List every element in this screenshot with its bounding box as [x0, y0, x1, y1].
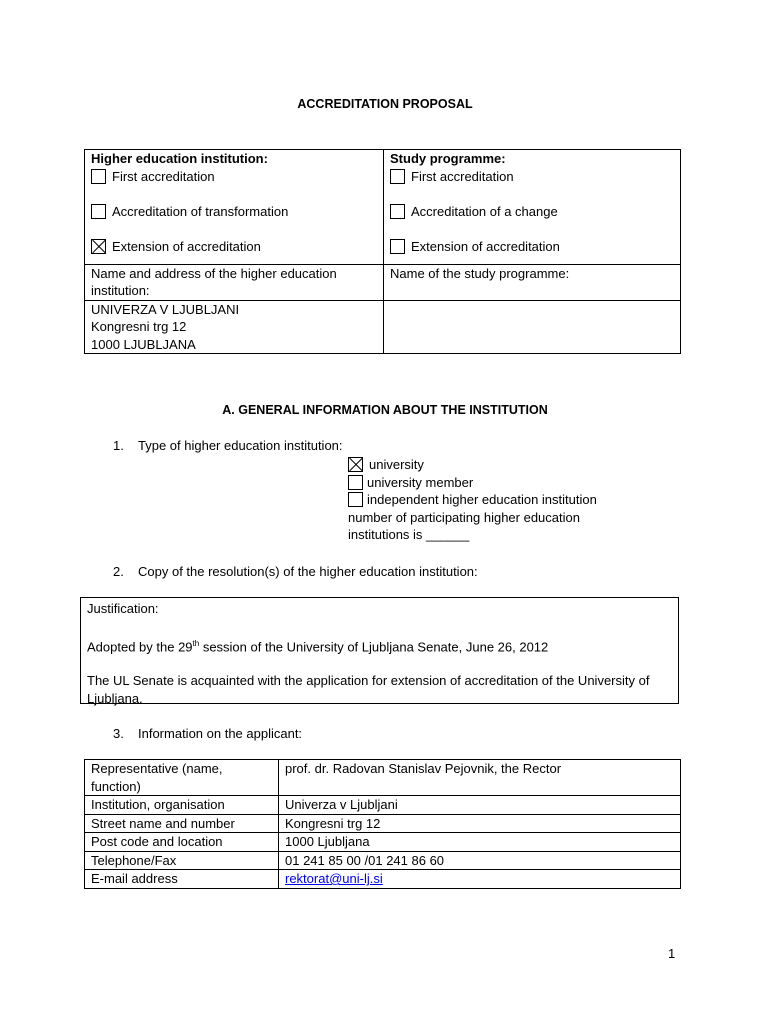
hei-option-first[interactable] [91, 168, 377, 186]
hei-first-accreditation-checkbox[interactable] [91, 169, 106, 184]
applicant-value: Univerza v Ljubljani [279, 796, 681, 815]
table-row [85, 814, 681, 833]
hei-option-transformation[interactable] [91, 203, 377, 221]
table-row [85, 796, 681, 815]
address-line: 1000 LJUBLJANA [91, 336, 196, 352]
email-link[interactable]: rektorat@uni-lj.si [285, 871, 383, 886]
applicant-label: E-mail address [85, 870, 279, 889]
section-a-heading: A. GENERAL INFORMATION ABOUT THE INSTITUTION [222, 403, 548, 417]
sp-option-label: Accreditation of a change [411, 203, 558, 219]
page-number: 1 [668, 946, 676, 961]
applicant-label: Post code and location [85, 833, 279, 852]
address-line: UNIVERZA V LJUBLJANI [91, 301, 240, 317]
hei-option-label: First accreditation [112, 168, 215, 184]
hei-transformation-checkbox[interactable] [91, 204, 106, 219]
question-1 [113, 438, 343, 453]
accreditation-type-table [84, 149, 681, 354]
applicant-value [279, 870, 681, 889]
hei-column [85, 150, 384, 265]
applicant-label: Institution, organisation [85, 796, 279, 815]
independent-hei-checkbox[interactable] [348, 492, 363, 507]
university-member-checkbox[interactable] [348, 475, 363, 490]
applicant-label: Street name and number [85, 814, 279, 833]
university-checkbox-checked[interactable] [348, 457, 363, 472]
question-number: 3. [113, 726, 124, 741]
ordinal-suffix: th [192, 638, 200, 648]
adopted-text: Adopted by the 29 [87, 638, 193, 654]
hei-option-label: Extension of accreditation [112, 238, 261, 254]
adopted-statement [87, 635, 672, 656]
hei-option-label: Accreditation of transformation [112, 203, 289, 219]
hei-option-extension[interactable] [91, 238, 377, 256]
question-text: Copy of the resolution(s) of the higher education institution: [138, 564, 478, 579]
sp-change-checkbox[interactable] [390, 204, 405, 219]
applicant-label: Telephone/Fax [85, 851, 279, 870]
hei-extension-checkbox-checked[interactable] [91, 239, 106, 254]
question-text: Information on the applicant: [138, 726, 303, 741]
type-option-independent[interactable] [348, 491, 648, 509]
justification-box [80, 597, 679, 704]
sp-first-accreditation-checkbox[interactable] [390, 169, 405, 184]
sp-option-first[interactable] [390, 168, 674, 186]
adopted-text-rest: session of the University of Ljubljana Senate, June 26, 2012 [199, 638, 549, 654]
hei-address-cell [85, 300, 384, 354]
sp-option-label: First accreditation [411, 168, 514, 184]
applicant-value: Kongresni trg 12 [279, 814, 681, 833]
participating-count-field[interactable]: institutions is ______ [348, 527, 470, 542]
question-number: 1. [113, 438, 124, 453]
hei-name-label: Name and address of the higher education institution: [85, 264, 384, 300]
table-row [85, 833, 681, 852]
table-row [85, 870, 681, 889]
participating-count-line: number of participating higher education [348, 509, 580, 525]
type-option-label: university member [367, 474, 474, 490]
address-line: Kongresni trg 12 [91, 319, 187, 334]
applicant-label: Representative (name, function) [85, 760, 279, 796]
type-option-university[interactable] [348, 456, 648, 474]
question-number: 2. [113, 564, 124, 579]
applicant-value: 1000 Ljubljana [279, 833, 681, 852]
sp-extension-checkbox[interactable] [390, 239, 405, 254]
question-3 [113, 726, 302, 741]
sp-option-change[interactable] [390, 203, 674, 221]
senate-statement: The UL Senate is acquainted with the application for extension of accreditation of the University of Ljubljana. [87, 673, 650, 706]
applicant-value: prof. dr. Radovan Stanislav Pejovnik, the Rector [279, 760, 681, 796]
type-option-label: university [369, 457, 424, 472]
table-row [85, 851, 681, 870]
institution-type-options [348, 456, 648, 544]
sp-option-extension[interactable] [390, 238, 674, 256]
type-option-label: independent higher education institution [367, 492, 597, 507]
type-option-university-member[interactable] [348, 474, 648, 492]
question-text: Type of higher education institution: [138, 438, 343, 453]
hei-header: Higher education institution: [91, 151, 268, 166]
question-2 [113, 564, 478, 579]
applicant-table [84, 759, 681, 889]
justification-label: Justification: [87, 601, 159, 616]
document-title: ACCREDITATION PROPOSAL [297, 97, 473, 111]
sp-header: Study programme: [390, 151, 506, 166]
table-row [85, 760, 681, 796]
sp-column [384, 150, 681, 265]
sp-name-label: Name of the study programme: [384, 264, 681, 300]
applicant-value: 01 241 85 00 /01 241 86 60 [279, 851, 681, 870]
sp-name-value[interactable] [384, 300, 681, 354]
sp-option-label: Extension of accreditation [411, 238, 560, 254]
